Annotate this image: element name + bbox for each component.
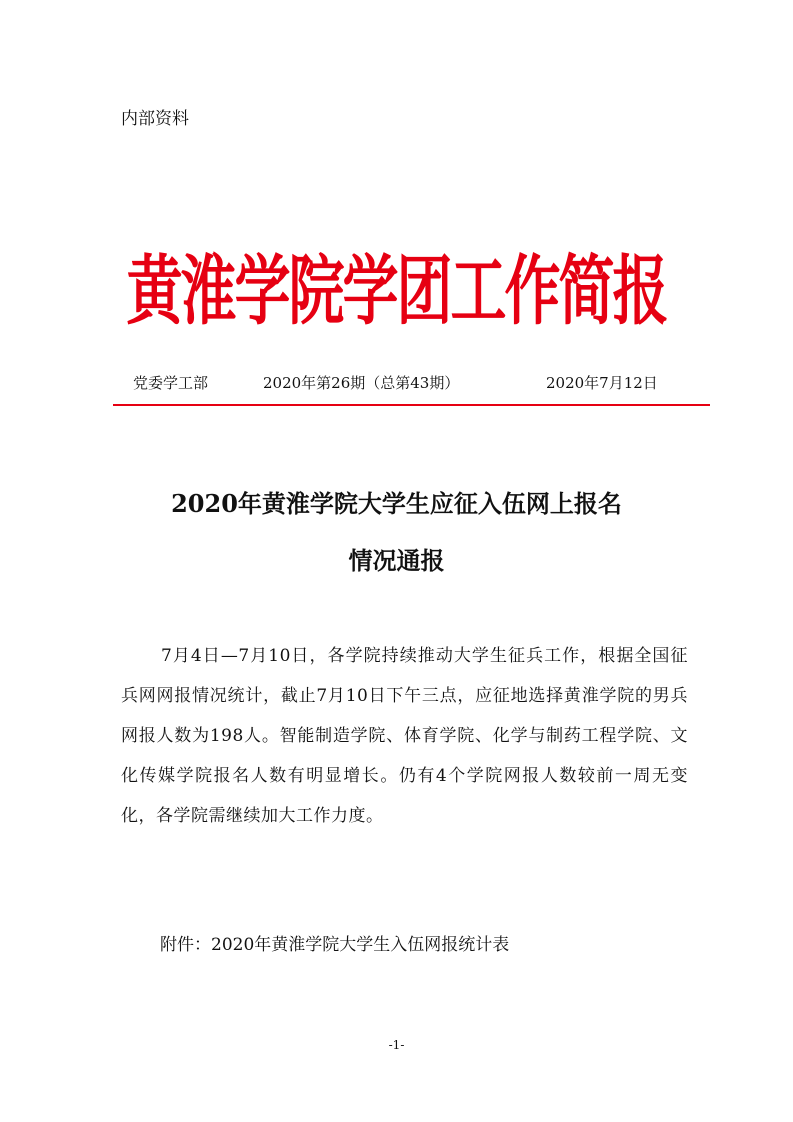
attachment-note: 附件：2020年黄淮学院大学生入伍网报统计表	[160, 935, 510, 955]
masthead-title: 黄淮学院学团工作简报	[126, 248, 667, 336]
article-title-line1: 2020年黄淮学院大学生应征入伍网上报名	[171, 489, 622, 518]
issuing-department: 党委学工部	[133, 374, 209, 392]
issue-date: 2020年7月12日	[546, 374, 658, 392]
red-divider	[113, 404, 710, 406]
classification-label: 内部资料	[121, 109, 189, 129]
article-title-line2: 情况通报	[348, 546, 445, 575]
article-body: 7月4日—7月10日，各学院持续推动大学生征兵工作，根据全国征兵网网报情况统计，截止7月10日下午三点，应征地选择黄淮学院的男兵网报人数为198人。智能制造学院、体育学院、化学与制药工程学院、文化传媒学院报名人数有明显增长。仍有4个学院网报人数较前一周无变化，各学院需继续加大工作力度。	[121, 646, 688, 826]
page-number: -1-	[388, 1038, 405, 1052]
issue-number: 2020年第26期（总第43期）	[263, 374, 460, 392]
